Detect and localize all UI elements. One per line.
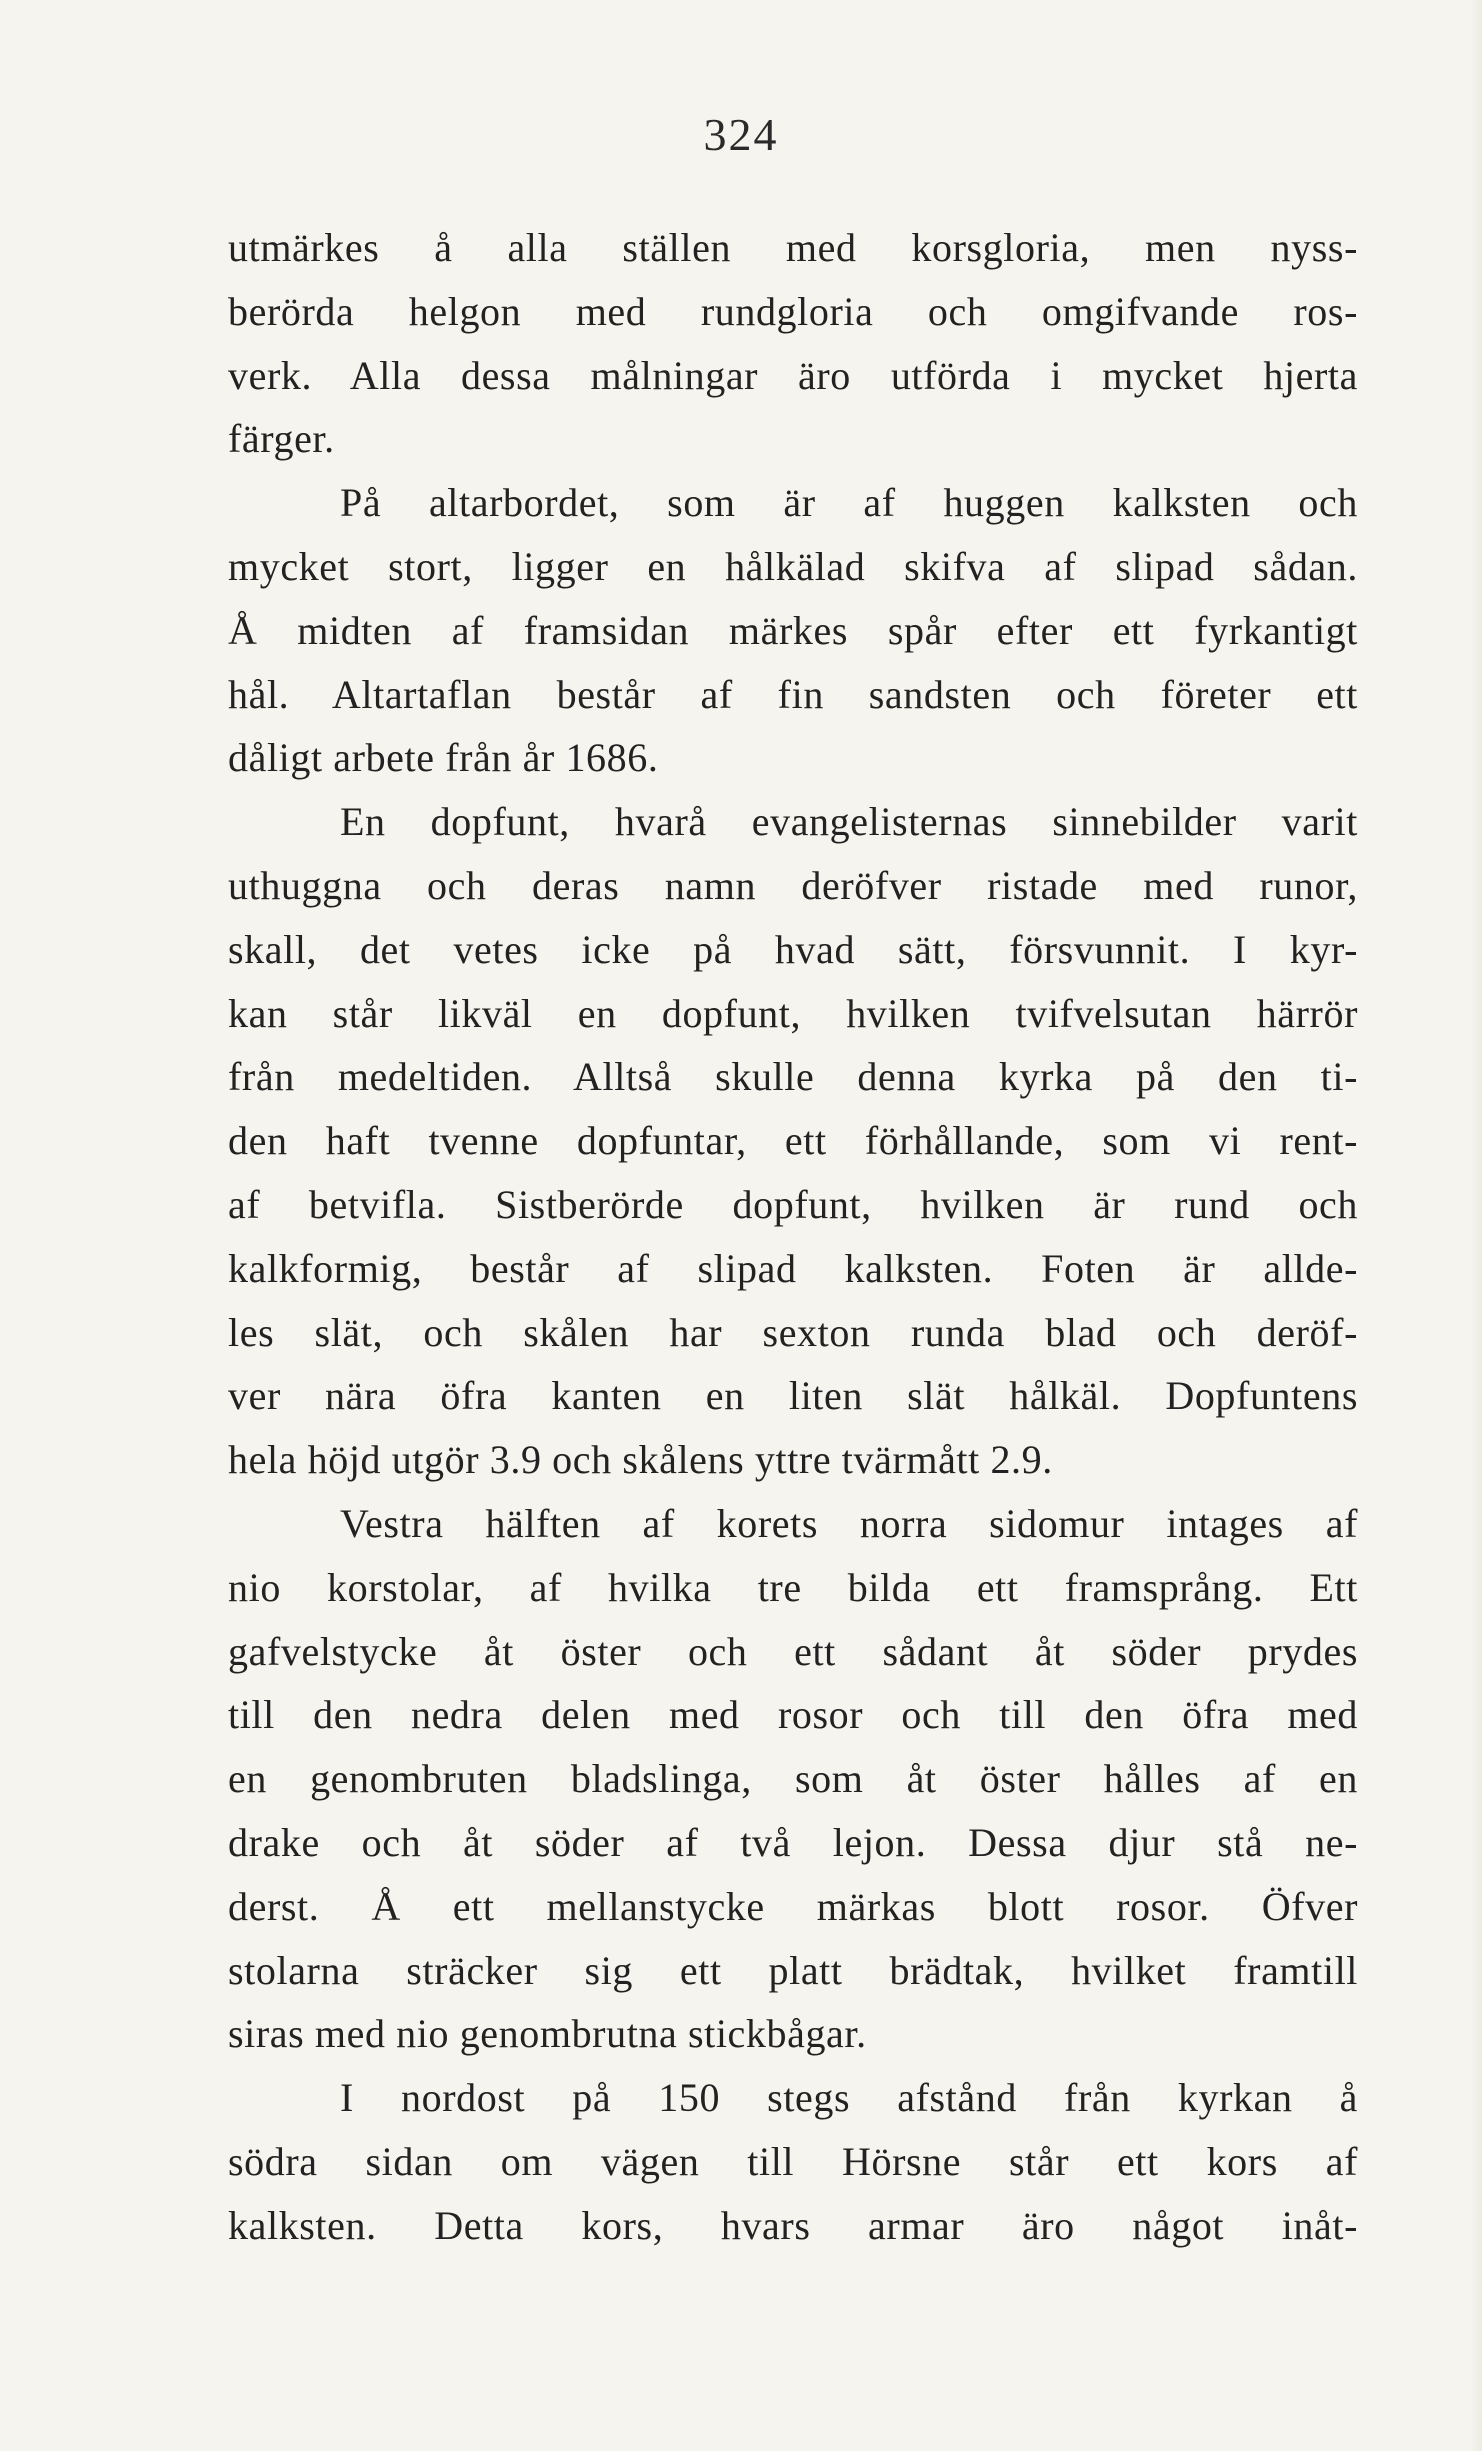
text-line: dåligt arbete från år 1686. <box>228 735 659 781</box>
body-text <box>228 216 1358 2258</box>
text-line: nio korstolar, af hvilka tre bilda ett framsprång. Ett <box>228 1564 1358 1610</box>
text-line: hål. Altartaflan består af fin sandsten och företer ett <box>228 671 1358 717</box>
text-line: gafvelstycke åt öster och ett sådant åt söder prydes <box>228 1628 1358 1674</box>
text-line: från medeltiden. Alltså skulle denna kyrka på den ti- <box>228 1054 1358 1100</box>
text-line: hela höjd utgör 3.9 och skålens yttre tvärmått 2.9. <box>228 1437 1053 1483</box>
text-line: södra sidan om vägen till Hörsne står ett kors af <box>228 2138 1358 2184</box>
text-line: af betvifla. Sistberörde dopfunt, hvilken är rund och <box>228 1181 1358 1227</box>
text-line: den haft tvenne dopfuntar, ett förhållande, som vi rent- <box>228 1118 1358 1164</box>
text-line: I nordost på 150 stegs afstånd från kyrkan å <box>340 2075 1358 2121</box>
text-line: kan står likväl en dopfunt, hvilken tvifvelsutan härrör <box>228 990 1358 1036</box>
text-line: siras med nio genombrutna stickbågar. <box>228 2011 867 2057</box>
text-line: stolarna sträcker sig ett platt brädtak, hvilket framtill <box>228 1947 1358 1993</box>
text-line: ver nära öfra kanten en liten slät hålkäl. Dopfuntens <box>228 1373 1358 1419</box>
text-line: kalksten. Detta kors, hvars armar äro något inåt- <box>228 2202 1358 2248</box>
text-line: färger. <box>228 416 335 462</box>
text-line: skall, det vetes icke på hvad sätt, försvunnit. I kyr- <box>228 926 1358 972</box>
text-line: mycket stort, ligger en hålkälad skifva af slipad sådan. <box>228 543 1358 589</box>
page-edge <box>1470 0 1482 2451</box>
text-line: En dopfunt, hvarå evangelisternas sinnebilder varit <box>340 799 1358 845</box>
text-line: uthuggna och deras namn deröfver ristade med runor, <box>228 862 1358 908</box>
text-line: utmärkes å alla ställen med korsgloria, men nyss- <box>228 225 1358 270</box>
text-line: kalkformig, består af slipad kalksten. Foten är allde- <box>228 1245 1358 1291</box>
text-line: Å midten af framsidan märkes spår efter ett fyrkantigt <box>228 607 1358 653</box>
text-line: drake och åt söder af två lejon. Dessa djur stå ne- <box>228 1819 1358 1865</box>
text-line: berörda helgon med rundgloria och omgifvande ros- <box>228 288 1358 334</box>
page-number: 324 <box>703 109 779 160</box>
text-line: en genombruten bladslinga, som åt öster hålles af en <box>228 1756 1358 1802</box>
text-line: till den nedra delen med rosor och till den öfra med <box>228 1692 1358 1738</box>
text-line: Vestra hälften af korets norra sidomur intages af <box>340 1500 1358 1546</box>
text-line: les slät, och skålen har sexton runda blad och deröf- <box>228 1309 1358 1355</box>
text-line: På altarbordet, som är af huggen kalksten och <box>340 480 1358 526</box>
text-line: derst. Å ett mellanstycke märkas blott rosor. Öfver <box>228 1883 1358 1929</box>
text-line: verk. Alla dessa målningar äro utförda i mycket hjerta <box>228 352 1358 398</box>
